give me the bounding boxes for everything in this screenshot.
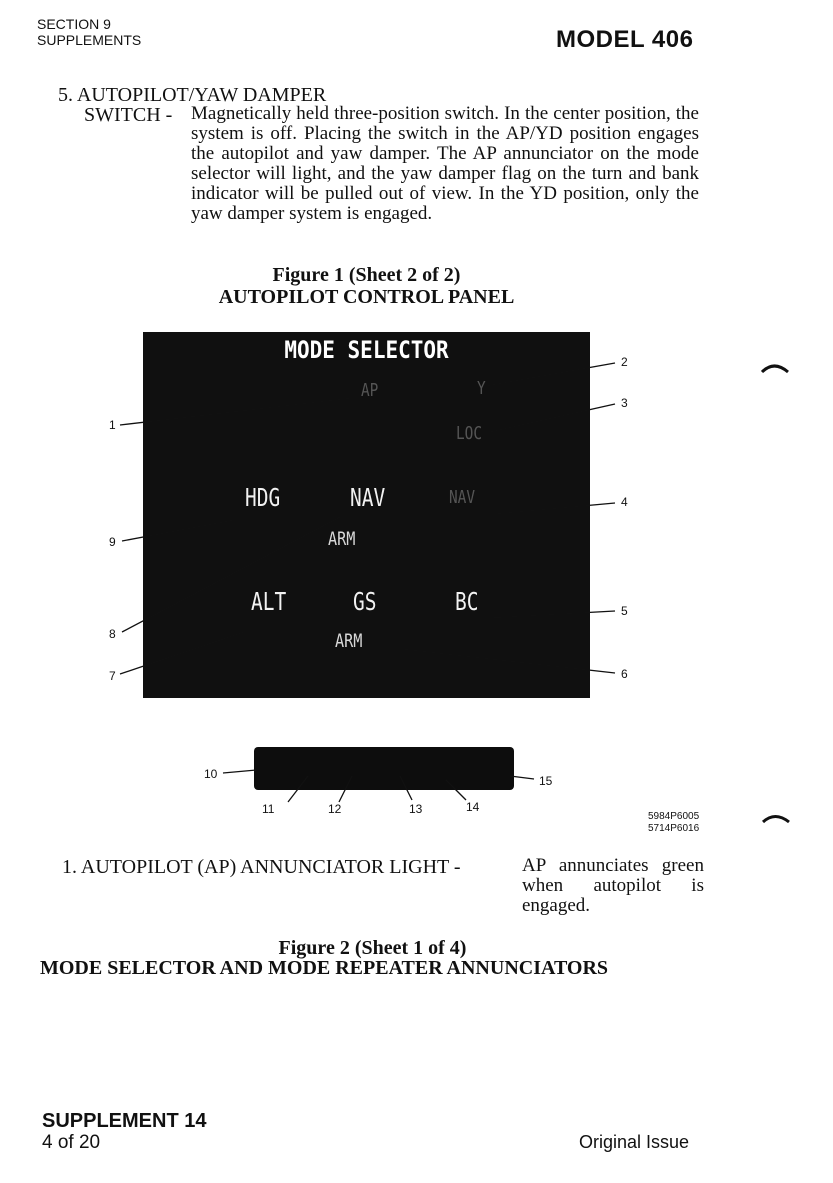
leader-1 bbox=[120, 398, 352, 425]
item5-switch-label: SWITCH - bbox=[84, 104, 173, 126]
figure1-caption-line1: Figure 1 (Sheet 2 of 2) bbox=[272, 264, 461, 286]
callout-9: 9 bbox=[109, 535, 116, 549]
callout-8: 8 bbox=[109, 627, 116, 641]
footer-issue: Original Issue bbox=[579, 1132, 690, 1152]
leader-2 bbox=[486, 363, 615, 386]
callout-12: 12 bbox=[328, 802, 342, 816]
footer-page-number: 4 of 20 bbox=[42, 1132, 101, 1153]
part-numbers bbox=[648, 811, 699, 835]
y-annunciator: Y bbox=[477, 378, 486, 399]
callout-4: 4 bbox=[621, 495, 628, 509]
loc-annunciator: LOC bbox=[456, 423, 483, 444]
item5-description: Magnetically held three-position switch. In the center position, the system is off. Placing the switch in the AP/YD position engages the autopilot and yaw damper. The AP annunciator on the mode selector will light, and the yaw damper flag on the turn and bank indicator will be pulled out of view. In the YD position, only the yaw damper system is engaged. bbox=[191, 103, 699, 224]
bc-annunciator: BC bbox=[455, 587, 479, 616]
figure2-caption-line2: MODE SELECTOR AND MODE REPEATER ANNUNCIATORS bbox=[40, 957, 609, 979]
callout-14: 14 bbox=[466, 800, 480, 814]
leader-3 bbox=[490, 404, 615, 432]
part-number-2: 5714P6016 bbox=[648, 823, 700, 834]
nav-arm-annunciator: ARM bbox=[328, 528, 356, 550]
item5-title: 5. AUTOPILOT/YAW DAMPER bbox=[58, 84, 327, 106]
section-label: SECTION 9 bbox=[37, 16, 111, 32]
footer-supplement: SUPPLEMENT 14 bbox=[42, 1110, 207, 1132]
ap-annunciator: AP bbox=[361, 380, 379, 401]
gs-annunciator: GS bbox=[353, 587, 377, 616]
leader-6 bbox=[402, 649, 615, 673]
figure2-caption-line1: Figure 2 (Sheet 1 of 4) bbox=[278, 937, 467, 959]
leader-4 bbox=[494, 503, 615, 514]
leader-15 bbox=[510, 776, 534, 779]
callout-6: 6 bbox=[621, 667, 628, 681]
figure1-caption-line2: AUTOPILOT CONTROL PANEL bbox=[218, 286, 515, 308]
alt-annunciator: ALT bbox=[251, 587, 287, 616]
leader-12 bbox=[339, 776, 352, 802]
leader-10 bbox=[223, 770, 256, 773]
callout-11: 11 bbox=[262, 802, 275, 816]
nav-annunciator: NAV bbox=[350, 483, 386, 512]
callout-3: 3 bbox=[621, 396, 628, 410]
item1-title: 1. AUTOPILOT (AP) ANNUNCIATOR LIGHT - bbox=[62, 856, 461, 878]
callout-1: 1 bbox=[109, 418, 116, 432]
callout-13: 13 bbox=[409, 802, 423, 816]
gs-arm-annunciator: ARM bbox=[335, 630, 363, 652]
leader-5 bbox=[488, 611, 615, 618]
leader-13 bbox=[400, 776, 412, 800]
item1-description: AP annunciates green when autopilot is engaged. bbox=[522, 855, 704, 916]
model-title: MODEL 406 bbox=[556, 26, 694, 53]
leader-14 bbox=[446, 780, 466, 800]
callout-2: 2 bbox=[621, 355, 628, 369]
callout-7: 7 bbox=[109, 669, 116, 683]
callout-10: 10 bbox=[204, 767, 218, 781]
leader-7 bbox=[120, 632, 244, 674]
leader-9 bbox=[122, 520, 234, 541]
callout-15: 15 bbox=[539, 774, 553, 788]
part-number-1: 5984P6005 bbox=[648, 811, 700, 822]
leader-11 bbox=[288, 776, 308, 802]
nav-right-annunciator: NAV bbox=[449, 487, 476, 508]
callout-5: 5 bbox=[621, 604, 628, 618]
supplements-label: SUPPLEMENTS bbox=[37, 32, 142, 48]
mode-selector-title: MODE SELECTOR bbox=[284, 336, 449, 364]
hdg-annunciator: HDG bbox=[245, 483, 281, 512]
